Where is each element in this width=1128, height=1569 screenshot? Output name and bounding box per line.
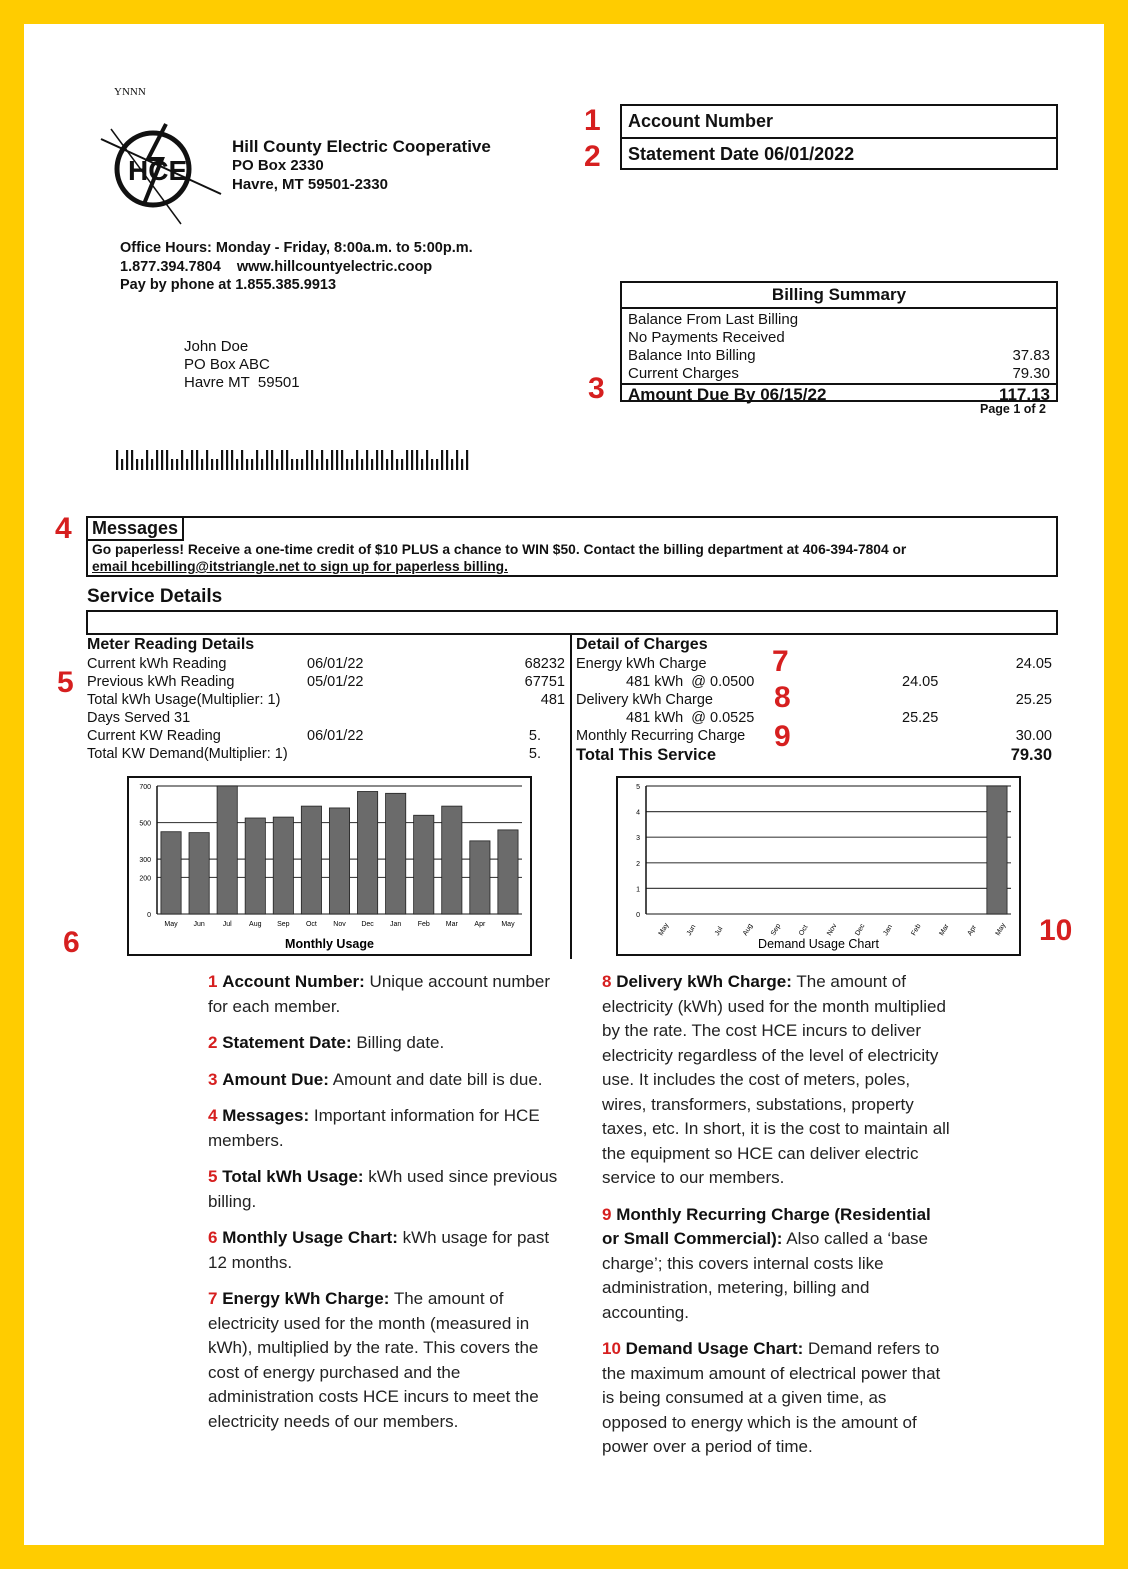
legend-description: Unique account number for each member.: [208, 972, 551, 1016]
barcode-bar: [231, 450, 233, 470]
x-tick-label: May: [994, 922, 1008, 937]
legend-number: 7: [208, 1289, 218, 1308]
charge-label: Monthly Recurring Charge: [576, 728, 746, 744]
chart-bar: [414, 815, 434, 914]
barcode-bar: [211, 459, 213, 470]
barcode-bar: [456, 450, 458, 470]
legend-term: Amount Due:: [222, 1069, 329, 1089]
barcode-bar: [136, 459, 138, 470]
x-tick-label: Feb: [910, 923, 923, 937]
x-tick-label: Jan: [882, 923, 895, 937]
barcode-bar: [266, 450, 268, 470]
meter-row-label: Total kWh Usage(Multiplier: 1): [87, 692, 281, 708]
legend-item: [602, 1337, 950, 1460]
barcode-bar: [431, 459, 433, 470]
meter-row: [87, 673, 565, 691]
page-number: Page 1 of 2: [980, 402, 1046, 416]
barcode-bar: [226, 450, 228, 470]
summary-row: [628, 329, 1050, 347]
legend-description: The amount of electricity used for the month (measured in kWh), multiplied by the rate. This covers the cost of energy purchased and the administration costs HCE incurs to meet the electricity needs of our members.: [208, 1289, 539, 1431]
meter-row: [87, 727, 565, 745]
x-tick-label: Mar: [938, 923, 951, 937]
y-tick-label: 700: [139, 784, 151, 791]
charge-sub-row: [576, 673, 1052, 691]
barcode-bar: [401, 459, 403, 470]
chart-frame: [617, 777, 1020, 955]
coop-name: Hill County Electric Cooperative: [232, 137, 491, 156]
x-tick-label: Jan: [390, 921, 402, 928]
chart-bar: [301, 806, 321, 914]
barcode-bar: [181, 450, 183, 470]
barcode-bar: [251, 459, 253, 470]
y-tick-label: 0: [147, 912, 151, 919]
legend-description: Important information for HCE members.: [208, 1106, 540, 1150]
logo-lettering: HCE: [128, 155, 188, 186]
meter-rows: [87, 655, 565, 763]
charge-row: [576, 655, 1052, 673]
x-tick-label: Jun: [685, 923, 698, 937]
barcode-bar: [446, 450, 448, 470]
y-tick-label: 2: [636, 860, 640, 868]
summary-row: [628, 347, 1050, 365]
marker-5: 5: [57, 666, 74, 699]
charge-value: 30.00: [1015, 728, 1052, 744]
x-tick-label: Feb: [417, 921, 430, 928]
barcode-bar: [306, 450, 308, 470]
barcode-bar: [221, 450, 223, 470]
barcode-bar: [321, 450, 323, 470]
x-tick-label: Jun: [193, 921, 205, 928]
bill-code: YNNN: [114, 86, 146, 98]
barcode-bar: [331, 450, 333, 470]
marker-3: 3: [588, 372, 605, 405]
x-tick-label: Mar: [445, 921, 458, 928]
meter-row-date: 06/01/22: [307, 656, 364, 672]
meter-row: [87, 745, 565, 763]
legend-description: kWh usage for past 12 months.: [208, 1228, 550, 1272]
chart-bar: [357, 791, 377, 914]
barcode-bar: [276, 459, 278, 470]
x-tick-label: Dec: [361, 921, 374, 928]
charge-rate: 481 kWh @ 0.0500: [626, 674, 755, 690]
meter-row-value: 5.: [528, 746, 541, 762]
marker-8: 8: [774, 681, 791, 714]
marker-7: 7: [772, 645, 789, 678]
coop-address-line1: PO Box 2330: [232, 157, 324, 174]
barcode-bar: [206, 450, 208, 470]
charges-section: [576, 635, 1052, 765]
x-tick-label: Sep: [770, 922, 783, 937]
barcode-bar: [131, 450, 133, 470]
barcode-bar: [326, 459, 328, 470]
meter-row-date: 05/01/22: [307, 674, 364, 690]
charge-value: 25.25: [1015, 692, 1052, 708]
legend-item: [602, 1203, 950, 1326]
barcode-bar: [351, 459, 353, 470]
barcode-bar: [376, 450, 378, 470]
barcode-bar: [146, 450, 148, 470]
x-tick-label: Apr: [966, 924, 979, 937]
y-tick-label: 300: [139, 857, 151, 865]
legend-item: [208, 1104, 558, 1153]
x-tick-label: Aug: [741, 922, 755, 937]
pay-by-phone: Pay by phone at 1.855.385.9913: [120, 277, 337, 293]
legend-term: Account Number:: [222, 972, 365, 991]
barcode-bar: [156, 450, 158, 470]
chart-bar: [161, 832, 181, 914]
legend-item: [208, 1068, 558, 1093]
barcode-bar: [151, 459, 153, 470]
billing-summary-box: [620, 281, 1058, 402]
chart-bar: [442, 806, 462, 914]
marker-2: 2: [584, 140, 601, 173]
charge-sub-value: 24.05: [902, 674, 939, 690]
meter-row: [87, 655, 565, 673]
amount-due-value: 117.13: [998, 385, 1050, 404]
marker-10: 10: [1039, 914, 1073, 947]
y-tick-label: 0: [636, 912, 640, 919]
charge-label: Delivery kWh Charge: [576, 692, 713, 708]
billing-summary-title: Billing Summary: [622, 283, 1056, 309]
chart-title: Monthly Usage: [285, 937, 374, 951]
legend-right-column: [602, 970, 950, 1472]
service-column-divider: [570, 635, 572, 959]
marker-4: 4: [55, 512, 72, 545]
legend-item: [208, 1287, 558, 1434]
meter-row-value: 68232: [524, 656, 565, 672]
statement-date-row: [622, 139, 1056, 169]
charge-row: [576, 691, 1052, 709]
y-tick-label: 3: [636, 835, 640, 843]
meter-row-label: Previous kWh Reading: [87, 674, 235, 690]
legend-description: The amount of electricity (kWh) used for the month multiplied by the rate. The cost HCE incurs to deliver electricity regardless of the level of electricity use. It includes the cost of meters, poles, wires, transformers, substations, property taxes, etc. In short, it is the cost to maintain all the equipment so HCE can deliver electric service to our members.: [602, 972, 950, 1187]
barcode-bar: [126, 450, 128, 470]
barcode-bar: [381, 450, 383, 470]
phone-website: 1.877.394.7804 www.hillcountyelectric.coop: [120, 259, 433, 275]
barcode-bar: [466, 450, 468, 470]
statement-date-value: 06/01/2022: [764, 144, 855, 164]
barcode-bar: [176, 459, 178, 470]
barcode-bar: [406, 450, 408, 470]
barcode-bar: [281, 450, 283, 470]
legend-left-column: [208, 970, 558, 1446]
barcode-bar: [171, 459, 173, 470]
monthly-usage-chart: [127, 776, 532, 956]
barcode-bar: [391, 450, 393, 470]
service-details-title: Service Details: [87, 586, 223, 607]
legend-number: 6: [208, 1228, 218, 1247]
statement-date-label: Statement Date: [628, 144, 760, 164]
total-this-service-label: Total This Service: [576, 746, 716, 764]
chart-bar: [987, 786, 1007, 914]
legend-description: Amount and date bill is due.: [328, 1069, 543, 1089]
legend-number: 4: [208, 1106, 218, 1125]
x-tick-label: May: [164, 921, 178, 928]
legend-item: [208, 1165, 558, 1214]
meter-row-value: 481: [540, 692, 565, 708]
meter-row-label: Current KW Reading: [87, 728, 221, 744]
barcode-bar: [441, 450, 443, 470]
barcode-bar: [196, 450, 198, 470]
legend-number: 10: [602, 1339, 621, 1358]
barcode-bar: [166, 450, 168, 470]
summary-row-label: Balance Into Billing: [628, 347, 756, 364]
legend-number: 5: [208, 1167, 218, 1186]
y-tick-label: 500: [139, 820, 151, 828]
postal-barcode: [116, 450, 476, 472]
chart-bar: [189, 833, 209, 914]
legend-number: 1: [208, 972, 218, 991]
meter-row-label: Total KW Demand(Multiplier: 1): [87, 746, 288, 762]
barcode-bar: [361, 459, 363, 470]
amount-due-row: [622, 383, 1056, 404]
barcode-bar: [356, 450, 358, 470]
barcode-bar: [241, 450, 243, 470]
meter-reading-section: [87, 635, 565, 763]
summary-row-label: Current Charges: [628, 365, 739, 382]
legend-description: kWh used since previous billing.: [208, 1167, 558, 1211]
summary-row-label: No Payments Received: [628, 329, 785, 346]
legend-number: 2: [208, 1033, 218, 1052]
x-tick-label: Nov: [826, 922, 839, 937]
barcode-bar: [186, 459, 188, 470]
barcode-bar: [301, 459, 303, 470]
total-this-service-value: 79.30: [1010, 746, 1052, 764]
x-tick-label: Aug: [249, 921, 262, 928]
x-tick-label: Oct: [798, 924, 810, 937]
x-tick-label: Dec: [854, 922, 867, 937]
barcode-bar: [316, 459, 318, 470]
summary-row-value: 37.83: [1012, 347, 1050, 364]
barcode-bar: [436, 459, 438, 470]
y-tick-label: 200: [139, 875, 151, 883]
legend-term: Demand Usage Chart:: [625, 1339, 804, 1358]
legend-item: [208, 1226, 558, 1275]
x-tick-label: Nov: [333, 921, 346, 928]
y-tick-label: 4: [636, 809, 640, 817]
barcode-bar: [451, 459, 453, 470]
barcode-bar: [201, 459, 203, 470]
charge-sub-row: [576, 709, 1052, 727]
legend-term: Total kWh Usage:: [222, 1167, 364, 1186]
x-tick-label: Jul: [713, 925, 725, 937]
chart-bar: [498, 830, 518, 914]
meter-row-value: 67751: [524, 674, 565, 690]
amount-due-label: Amount Due By 06/15/22: [628, 385, 827, 404]
chart-bar: [470, 841, 490, 914]
legend-item: [208, 970, 558, 1019]
summary-row: [628, 311, 1050, 329]
x-tick-label: Sep: [277, 921, 290, 928]
office-hours: Office Hours: Monday - Friday, 8:00a.m. to 5:00p.m.: [120, 240, 473, 256]
messages-box: [86, 516, 1058, 577]
x-tick-label: Oct: [305, 921, 317, 928]
barcode-bar: [336, 450, 338, 470]
barcode-bar: [426, 450, 428, 470]
meter-row-label: Days Served 31: [87, 710, 191, 726]
barcode-bar: [411, 450, 413, 470]
chart-title: Demand Usage Chart: [758, 937, 879, 951]
legend-term: Energy kWh Charge:: [222, 1289, 390, 1308]
marker-6: 6: [63, 926, 80, 959]
charge-row: [576, 727, 1052, 745]
barcode-bar: [396, 459, 398, 470]
coop-address-line2: Havre, MT 59501-2330: [232, 176, 388, 193]
charge-value: 24.05: [1015, 656, 1052, 672]
barcode-bar: [421, 459, 423, 470]
legend-item: [208, 1031, 558, 1056]
customer-name: John Doe: [184, 338, 249, 355]
legend-term: Monthly Recurring Charge (Residential or Small Commercial):: [602, 1204, 931, 1248]
charges-title: Detail of Charges: [576, 636, 708, 653]
y-tick-label: 5: [636, 784, 640, 791]
account-number-row: [622, 106, 1056, 139]
barcode-bar: [161, 450, 163, 470]
charge-rows: [576, 655, 1052, 745]
marker-1: 1: [584, 104, 601, 137]
legend-number: 9: [602, 1204, 612, 1224]
chart-bar: [245, 818, 265, 914]
barcode-bar: [371, 459, 373, 470]
summary-row-label: Balance From Last Billing: [628, 311, 799, 328]
legend-number: 8: [602, 972, 612, 991]
messages-title: Messages: [88, 518, 184, 541]
summary-row-value: 79.30: [1012, 365, 1050, 382]
barcode-bar: [261, 459, 263, 470]
chart-bar: [273, 817, 293, 914]
charge-rate: 481 kWh @ 0.0525: [626, 710, 755, 726]
barcode-bar: [116, 450, 118, 470]
meter-row-value: 5.: [528, 728, 541, 744]
meter-row: [87, 709, 565, 727]
service-details-bar: [86, 610, 1058, 635]
charge-label: Energy kWh Charge: [576, 656, 707, 672]
summary-row: [628, 365, 1050, 383]
barcode-bar: [366, 450, 368, 470]
barcode-bar: [461, 459, 463, 470]
chart-bar: [217, 786, 237, 914]
barcode-bar: [341, 450, 343, 470]
barcode-bar: [296, 459, 298, 470]
barcode-bar: [311, 450, 313, 470]
total-this-service-row: [576, 745, 1052, 765]
barcode-bar: [416, 450, 418, 470]
legend-number: 3: [208, 1069, 218, 1089]
account-number-label: Account Number: [628, 111, 774, 131]
hce-logo: [96, 114, 226, 229]
barcode-bar: [191, 450, 193, 470]
x-tick-label: Jul: [222, 921, 232, 928]
barcode-bar: [386, 459, 388, 470]
chart-bar: [386, 793, 406, 914]
legend-term: Delivery kWh Charge:: [616, 972, 792, 991]
meter-row-label: Current kWh Reading: [87, 656, 227, 672]
demand-usage-chart: [616, 776, 1021, 956]
barcode-bar: [141, 459, 143, 470]
barcode-bar: [236, 459, 238, 470]
meter-reading-title: Meter Reading Details: [87, 636, 255, 653]
messages-line1: Go paperless! Receive a one-time credit of $10 PLUS a chance to WIN $50. Contact the billing department at 406-394-7804 or: [92, 542, 907, 557]
legend-description: Billing date.: [351, 1033, 445, 1052]
barcode-bar: [216, 459, 218, 470]
chart-bar: [329, 808, 349, 914]
marker-9: 9: [774, 720, 791, 753]
meter-row-date: 06/01/22: [307, 728, 364, 744]
barcode-bar: [121, 459, 123, 470]
legend-description: Demand refers to the maximum amount of electrical power that is being consumed at a given time, as opposed to energy which is the amount of power over a period of time.: [602, 1339, 941, 1456]
x-tick-label: May: [501, 921, 515, 928]
bill-page: [24, 24, 1104, 1545]
barcode-bar: [346, 459, 348, 470]
messages-line2: email hcebilling@itstriangle.net to sign up for paperless billing.: [92, 559, 508, 574]
legend-term: Monthly Usage Chart:: [222, 1228, 398, 1247]
x-tick-label: May: [657, 922, 671, 937]
barcode-bar: [286, 450, 288, 470]
billing-summary-rows: [622, 309, 1056, 383]
y-tick-label: 1: [636, 886, 640, 894]
account-box: [620, 104, 1058, 170]
legend-description: Also called a ‘base charge’; this covers internal costs like administration, metering, billing and accounting.: [602, 1229, 928, 1322]
barcode-bar: [291, 459, 293, 470]
legend-item: [602, 970, 950, 1191]
charge-sub-value: 25.25: [902, 710, 939, 726]
legend-term: Messages:: [222, 1106, 310, 1125]
barcode-bar: [256, 450, 258, 470]
barcode-bar: [246, 459, 248, 470]
legend-term: Statement Date:: [222, 1033, 352, 1052]
customer-address-line1: PO Box ABC: [184, 356, 270, 373]
barcode-bar: [271, 450, 273, 470]
customer-address-line2: Havre MT 59501: [184, 374, 300, 391]
meter-row: [87, 691, 565, 709]
x-tick-label: Apr: [474, 921, 486, 928]
